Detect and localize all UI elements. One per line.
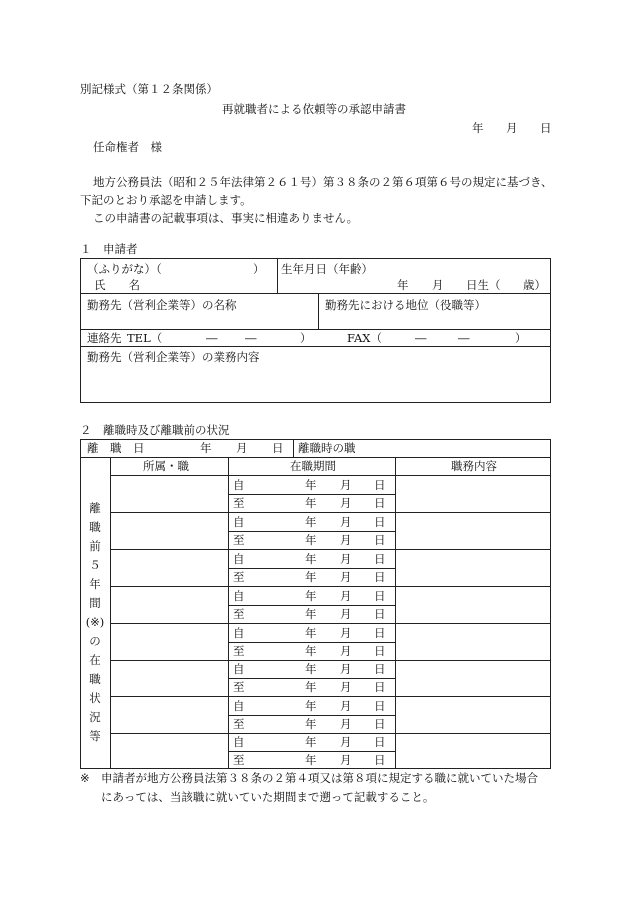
- side-char: 況: [89, 710, 101, 724]
- period-year: 年: [305, 680, 317, 694]
- side-char: 職: [89, 520, 101, 534]
- name-label: 氏 名: [94, 278, 140, 292]
- document-title: 再就職者による依頼等の承認申請書: [222, 102, 406, 116]
- side-char: ５: [89, 558, 101, 572]
- birth-age: 歳）: [523, 278, 546, 292]
- period-month: 月: [340, 589, 352, 603]
- fax-dash-2: ―: [458, 331, 470, 345]
- period-to: 至: [233, 496, 245, 510]
- period-year: 年: [305, 589, 317, 603]
- section-2-heading: ２ 離職時及び離職前の状況: [80, 423, 230, 437]
- period-day: 日: [374, 680, 386, 694]
- period-month: 月: [340, 496, 352, 510]
- period-day: 日: [374, 607, 386, 621]
- period-day: 日: [374, 662, 386, 676]
- period-month: 月: [340, 662, 352, 676]
- period-year: 年: [305, 607, 317, 621]
- note-line-2: にあっては、当該職に就いていた期間まで遡って記載すること。: [101, 790, 435, 804]
- employer-name-label: 勤務先（営利企業等）の名称: [87, 298, 237, 312]
- period-year: 年: [305, 626, 317, 640]
- contact-label: 連絡先: [87, 331, 122, 345]
- column-header-period: 在職期間: [290, 459, 336, 473]
- period-day: 日: [374, 699, 386, 713]
- period-year: 年: [305, 662, 317, 676]
- birthdate-label: 生年月日（年齢）: [281, 262, 373, 276]
- birth-day: 日生（: [466, 278, 501, 292]
- period-month: 月: [340, 644, 352, 658]
- period-day: 日: [374, 717, 386, 731]
- period-from: 自: [233, 552, 245, 566]
- period-month: 月: [340, 717, 352, 731]
- birth-year: 年: [397, 278, 409, 292]
- period-month: 月: [340, 626, 352, 640]
- retirement-month: 月: [236, 441, 248, 455]
- retirement-day: 日: [272, 441, 284, 455]
- period-day: 日: [374, 753, 386, 767]
- period-to: 至: [233, 717, 245, 731]
- note-line-1: 申請者が地方公務員法第３８条の２第４項又は第８項に規定する職に就いていた場合: [101, 771, 538, 785]
- fax-dash-1: ―: [415, 331, 427, 345]
- side-char: 年: [89, 577, 101, 591]
- furigana-close: ）: [253, 262, 265, 276]
- period-to: 至: [233, 644, 245, 658]
- period-day: 日: [374, 644, 386, 658]
- period-day: 日: [374, 626, 386, 640]
- retirement-date-label: 離 職 日: [87, 441, 145, 455]
- period-month: 月: [340, 570, 352, 584]
- tel-dash-2: ―: [245, 331, 257, 345]
- date-year-label: 年: [472, 121, 484, 135]
- column-header-duties: 職務内容: [451, 459, 497, 473]
- retirement-year: 年: [200, 441, 212, 455]
- period-month: 月: [340, 607, 352, 621]
- period-from: 自: [233, 589, 245, 603]
- period-from: 自: [233, 515, 245, 529]
- period-to: 至: [233, 570, 245, 584]
- period-year: 年: [305, 533, 317, 547]
- fax-label: FAX（: [347, 331, 382, 345]
- side-char: の: [89, 634, 101, 648]
- period-month: 月: [340, 533, 352, 547]
- period-year: 年: [305, 735, 317, 749]
- tel-close: ）: [300, 331, 312, 345]
- period-day: 日: [374, 478, 386, 492]
- period-month: 月: [340, 515, 352, 529]
- tel-label: TEL（: [127, 331, 163, 345]
- period-day: 日: [374, 570, 386, 584]
- period-from: 自: [233, 735, 245, 749]
- form-reference: 別記様式（第１２条関係）: [80, 82, 218, 96]
- period-to: 至: [233, 607, 245, 621]
- intro-line-1: 地方公務員法（昭和２５年法律第２６１号）第３８条の２第６項第６号の規定に基づき、: [93, 175, 553, 189]
- period-from: 自: [233, 662, 245, 676]
- period-year: 年: [305, 717, 317, 731]
- period-year: 年: [305, 496, 317, 510]
- retirement-post-label: 離職時の職: [298, 441, 356, 455]
- side-char: (※): [85, 615, 105, 629]
- period-from: 自: [233, 626, 245, 640]
- column-header-department: 所属・職: [143, 459, 189, 473]
- note-mark: ※: [80, 771, 90, 785]
- side-char: 間: [89, 596, 101, 610]
- side-char: 前: [89, 539, 101, 553]
- period-day: 日: [374, 533, 386, 547]
- period-month: 月: [340, 552, 352, 566]
- period-to: 至: [233, 533, 245, 547]
- period-year: 年: [305, 478, 317, 492]
- date-month-label: 月: [506, 121, 518, 135]
- period-month: 月: [340, 478, 352, 492]
- period-month: 月: [340, 735, 352, 749]
- period-to: 至: [233, 753, 245, 767]
- period-month: 月: [340, 699, 352, 713]
- intro-line-2: 下記のとおり承認を申請します。: [80, 193, 252, 207]
- birth-month: 月: [432, 278, 444, 292]
- side-char: 離: [89, 501, 101, 515]
- furigana-label: （ふりがな）（: [87, 262, 162, 276]
- side-char: 等: [89, 729, 101, 743]
- period-year: 年: [305, 552, 317, 566]
- side-char: 状: [89, 691, 101, 705]
- period-year: 年: [305, 753, 317, 767]
- period-day: 日: [374, 735, 386, 749]
- employer-position-label: 勤務先における地位（役職等）: [325, 298, 486, 312]
- period-year: 年: [305, 515, 317, 529]
- period-month: 月: [340, 753, 352, 767]
- fax-close: ）: [515, 331, 527, 345]
- period-day: 日: [374, 496, 386, 510]
- period-month: 月: [340, 680, 352, 694]
- period-to: 至: [233, 680, 245, 694]
- intro-line-3: この申請書の記載事項は、事実に相違ありません。: [93, 211, 359, 225]
- period-day: 日: [374, 552, 386, 566]
- period-year: 年: [305, 699, 317, 713]
- period-year: 年: [305, 570, 317, 584]
- tel-dash-1: ―: [206, 331, 218, 345]
- section-1-heading: １ 申請者: [80, 242, 138, 256]
- period-from: 自: [233, 699, 245, 713]
- side-char: 在: [89, 653, 101, 667]
- period-day: 日: [374, 515, 386, 529]
- side-char: 職: [89, 672, 101, 686]
- business-content-label: 勤務先（営利企業等）の業務内容: [87, 350, 260, 364]
- period-year: 年: [305, 644, 317, 658]
- date-day-label: 日: [540, 121, 552, 135]
- period-from: 自: [233, 478, 245, 492]
- addressee: 任命権者 様: [93, 140, 162, 154]
- period-day: 日: [374, 589, 386, 603]
